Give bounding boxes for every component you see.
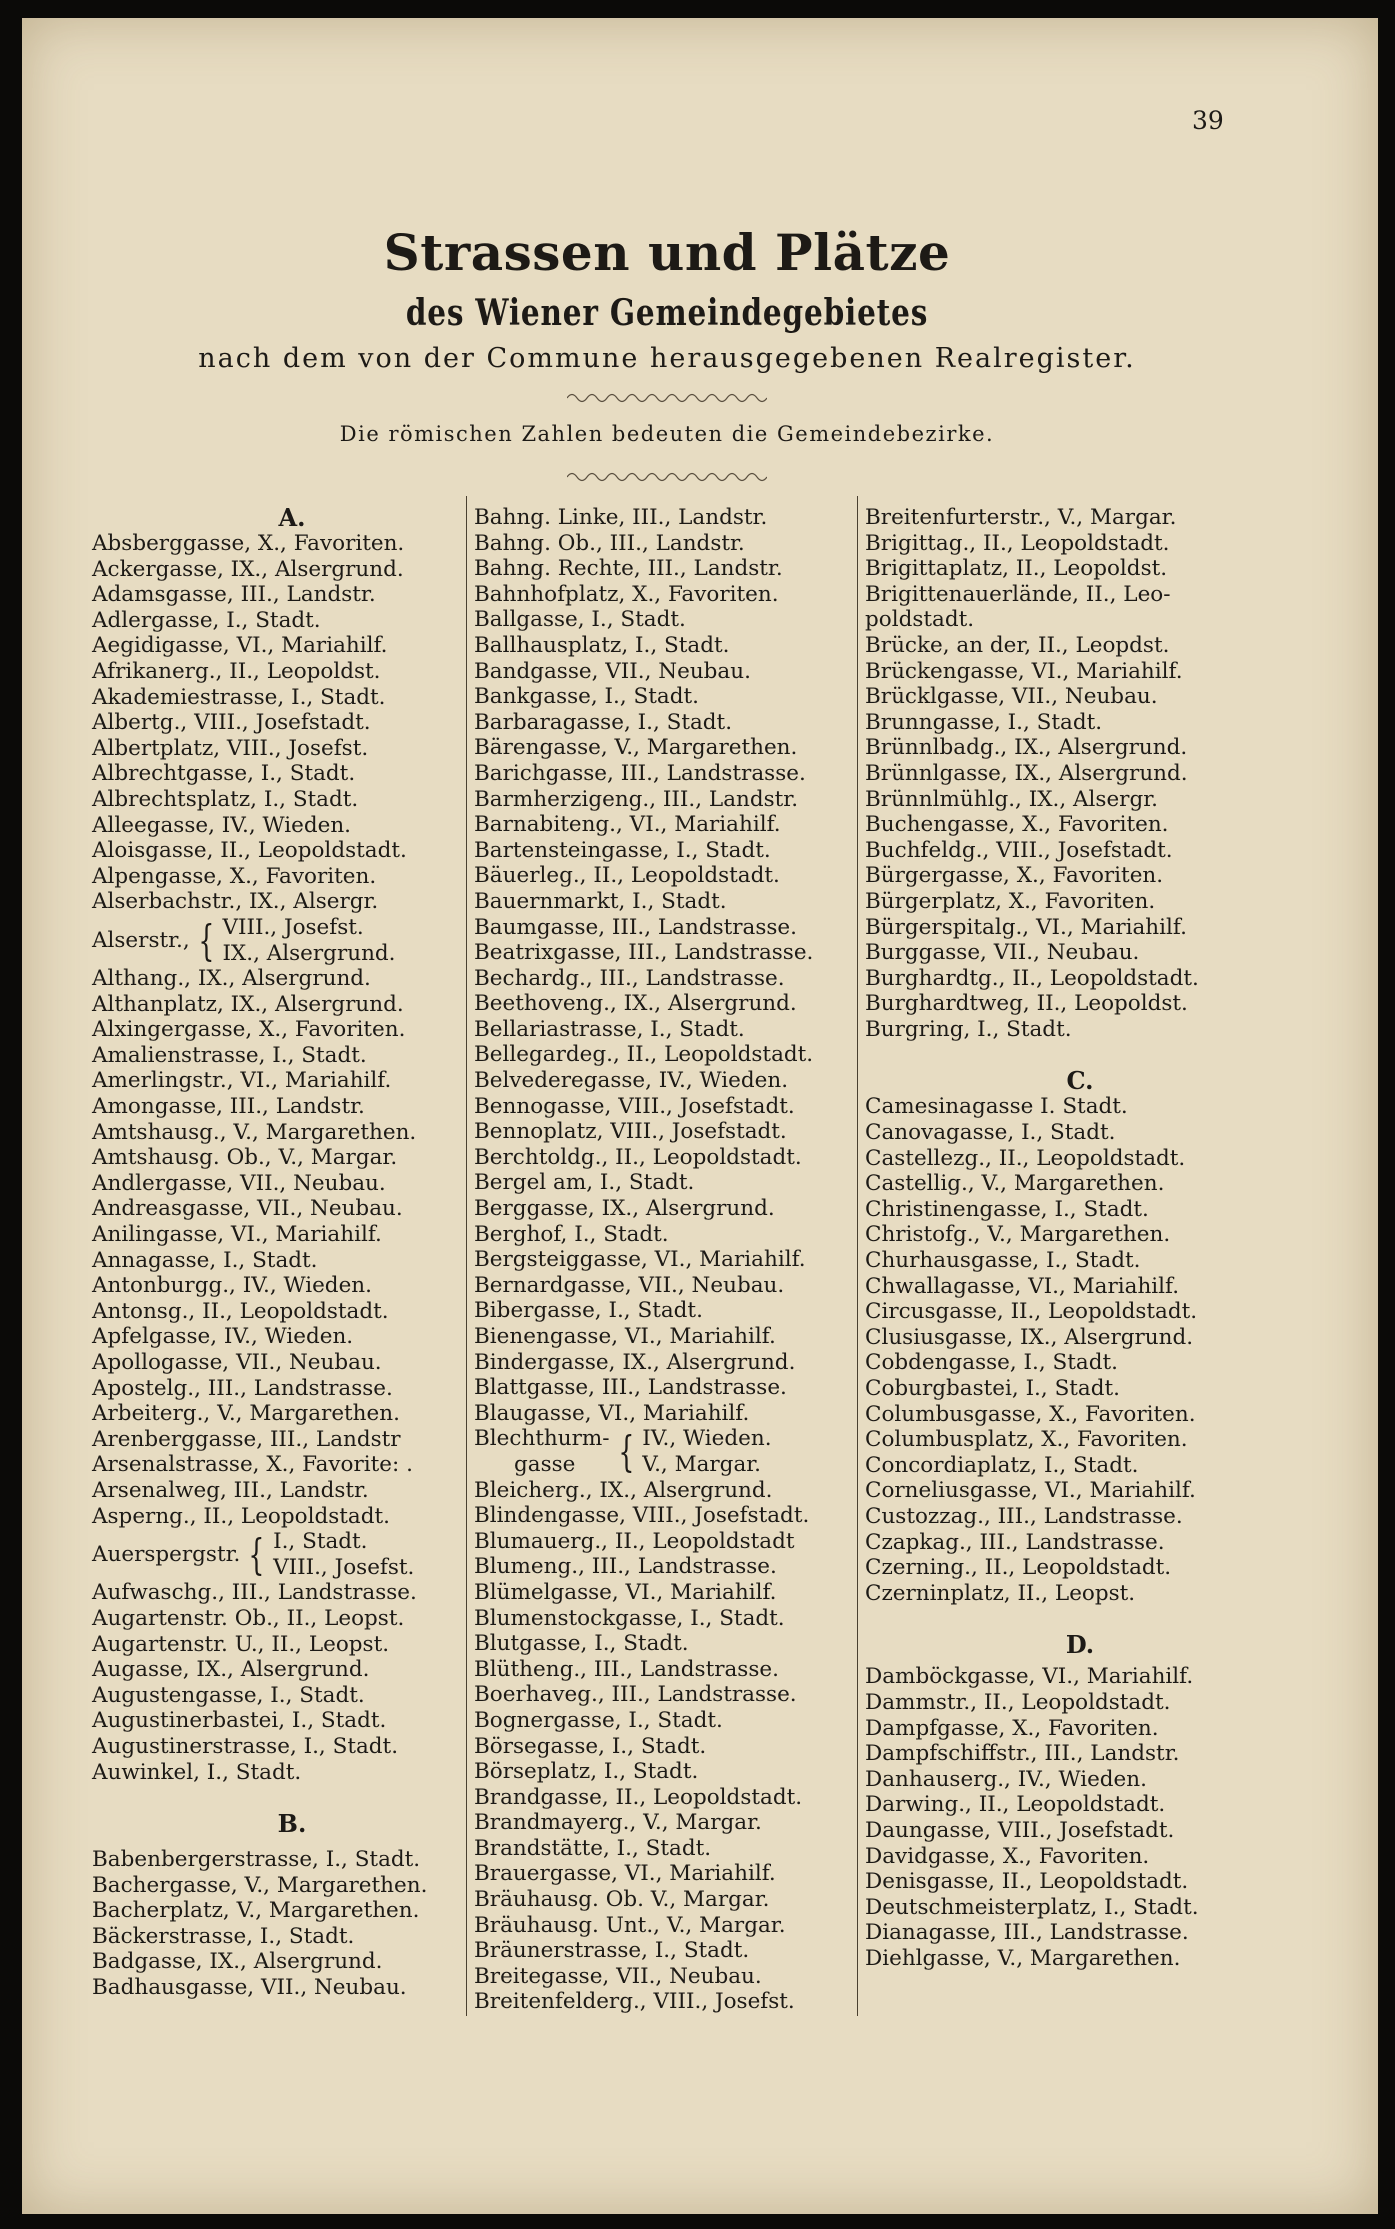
index-entry: Bäckerstrasse, I., Stadt. [92, 1923, 355, 1949]
index-entry: Augartenstr. Ob., II., Leopst. [92, 1605, 405, 1631]
column-2 [474, 505, 894, 2015]
entry-list-a-cont [92, 966, 492, 1529]
column-3 [865, 505, 1295, 1971]
entry-variant: VIII., Josefst. [273, 1554, 415, 1580]
index-entry: Apollogasse, VII., Neubau. [92, 1350, 382, 1375]
index-entry: Bauernmarkt, I., Stadt. [474, 888, 727, 914]
index-entry: Cobdengasse, I., Stadt. [865, 1350, 1118, 1376]
index-entry: Barichgasse, III., Landstrasse. [474, 760, 806, 786]
index-entry: Berchtoldg., II., Leopoldstadt. [474, 1144, 802, 1170]
page-title: Strassen und Plätze [383, 223, 951, 282]
index-entry: Aegidigasse, VI., Mariahilf. [92, 633, 388, 659]
index-entry: Brunngasse, I., Stadt. [865, 709, 1103, 735]
index-entry: Brücke, an der, II., Leopdst. [865, 632, 1170, 658]
index-entry: Concordiaplatz, I., Stadt. [865, 1452, 1139, 1478]
index-entry: Apfelgasse, IV., Wieden. [92, 1324, 354, 1350]
index-entry: Amalienstrasse, I., Stadt. [92, 1042, 367, 1068]
index-entry: Dammstr., II., Leopoldstadt. [865, 1689, 1171, 1715]
index-entry: Columbusplatz, X., Favoriten. [865, 1427, 1188, 1453]
index-entry: Bandgasse, VII., Neubau. [474, 658, 751, 684]
section-gap [865, 1606, 1295, 1632]
index-entry: Bellariastrasse, I., Stadt. [474, 1016, 745, 1042]
index-entry: Churhausgasse, I., Stadt. [865, 1248, 1141, 1274]
index-entry: Bürgerplatz, X., Favoriten. [865, 888, 1156, 914]
index-entry: Corneliusgasse, VI., Mariahilf. [865, 1478, 1196, 1504]
index-entry: Börsegasse, I., Stadt. [474, 1733, 707, 1759]
index-entry: Augustengasse, I., Stadt. [92, 1682, 365, 1708]
entry-blechthurmgasse [474, 1426, 894, 1477]
section-head-b: B. [277, 1809, 307, 1839]
index-entry: Czerning., II., Leopoldstadt. [865, 1555, 1172, 1581]
index-entry: Christofg., V., Margarethen. [865, 1222, 1171, 1248]
wavy-ornament-bottom [567, 470, 767, 484]
index-entry: Czapkag., III., Landstrasse. [865, 1529, 1165, 1555]
index-entry: Bibergasse, I., Stadt. [474, 1298, 703, 1324]
index-entry: Brigittag., II., Leopoldstadt. [865, 530, 1170, 556]
index-entry: Arenberggasse, III., Landstr [92, 1426, 401, 1452]
index-entry: Boerhaveg., III., Landstrasse. [474, 1682, 797, 1708]
index-entry: Brandmayerg., V., Margar. [474, 1810, 762, 1836]
index-entry: Amtshausg. Ob., V., Margar. [92, 1145, 398, 1171]
index-entry: Darwing., II., Leopoldstadt. [865, 1792, 1166, 1818]
index-entry: Arsenalweg, III., Landstr. [92, 1477, 369, 1503]
index-entry: Blümelgasse, VI., Mariahilf. [474, 1579, 777, 1605]
entry-list-b3 [865, 505, 1295, 1042]
index-entry: Adlergasse, I., Stadt. [92, 607, 321, 633]
index-entry: Davidgasse, X., Favoriten. [865, 1843, 1150, 1869]
index-entry: Baumgasse, III., Landstrasse. [474, 914, 797, 940]
index-entry: Augustinerbastei, I., Stadt. [92, 1708, 387, 1734]
page-subtitle: des Wiener Gemeindegebietes [405, 292, 929, 334]
index-entry: Augasse, IX., Alsergrund. [92, 1657, 370, 1683]
section-gap [865, 1042, 1295, 1068]
index-entry: Bahnhofplatz, X., Favoriten. [474, 581, 779, 607]
index-entry: Berghof, I., Stadt. [474, 1221, 669, 1247]
index-entry: Bennogasse, VIII., Josefstadt. [474, 1093, 795, 1119]
index-entry: Bienengasse, VI., Mariahilf. [474, 1324, 776, 1349]
index-entry: Ballgasse, I., Stadt. [474, 607, 686, 633]
index-entry: Andlergasse, VII., Neubau. [92, 1170, 386, 1196]
brace-symbol: { [617, 1426, 634, 1476]
entry-name: gasse [514, 1451, 576, 1477]
index-entry: Czerninplatz, II., Leopst. [865, 1580, 1136, 1606]
index-entry: Brauergasse, VI., Mariahilf. [474, 1861, 776, 1887]
index-entry: poldstadt. [865, 607, 975, 633]
entry-alserstr [92, 915, 492, 966]
entry-list-b2-cont [474, 1478, 894, 2015]
index-entry: Augartenstr. U., II., Leopst. [92, 1631, 390, 1657]
index-entry: Blindengasse, VIII., Josefstadt. [474, 1503, 810, 1529]
index-entry: Clusiusgasse, IX., Alsergrund. [865, 1324, 1194, 1350]
index-entry: Aufwaschg., III., Landstrasse. [92, 1580, 417, 1606]
entry-list-b [92, 1847, 492, 2001]
index-entry: Bleicherg., IX., Alsergrund. [474, 1477, 773, 1503]
entry-variant: VIII., Josefst. [222, 914, 364, 940]
index-entry: Bärengasse, V., Margarethen. [474, 735, 798, 761]
index-entry: Akademiestrasse, I., Stadt. [92, 684, 386, 710]
index-entry: Albertg., VIII., Josefstadt. [92, 710, 371, 736]
index-entry: Brünnlbadg., IX., Alsergrund. [865, 735, 1188, 761]
entry-variant: IX., Alsergrund. [222, 940, 396, 966]
index-entry: Barmherzigeng., III., Landstr. [474, 786, 799, 812]
index-entry: Alxingergasse, X., Favoriten. [92, 1017, 406, 1043]
entry-list-d [865, 1664, 1295, 1971]
index-entry: Bahng. Rechte, III., Landstr. [474, 556, 783, 582]
index-entry: Burgring, I., Stadt. [865, 1016, 1072, 1042]
index-entry: Bräuhausg. Ob. V., Margar. [474, 1887, 770, 1913]
section-gap [92, 1785, 492, 1811]
entry-list-b2 [474, 505, 894, 1426]
index-entry: Bäuerleg., II., Leopoldstadt. [474, 863, 780, 889]
index-entry: Brigittaplatz, II., Leopoldst. [865, 556, 1168, 582]
index-entry: Brandstätte, I., Stadt. [474, 1835, 712, 1861]
index-entry: Blattgasse, III., Landstrasse. [474, 1375, 787, 1401]
index-entry: Bognergasse, I., Stadt. [474, 1707, 723, 1733]
index-entry: Auwinkel, I., Stadt. [92, 1759, 302, 1785]
index-entry: Andreasgasse, VII., Neubau. [92, 1196, 403, 1222]
index-entry: Denisgasse, II., Leopoldstadt. [865, 1869, 1189, 1895]
entry-name-stack [474, 1426, 610, 1477]
index-entry: Diehlgasse, V., Margarethen. [865, 1945, 1181, 1971]
index-entry: Albertplatz, VIII., Josefst. [92, 735, 369, 761]
index-entry: Anilingasse, VI., Mariahilf. [92, 1222, 382, 1248]
entry-list-a [92, 531, 492, 915]
index-entry: Alleegasse, IV., Wieden. [92, 812, 352, 838]
entry-variant: I., Stadt. [273, 1529, 368, 1555]
entry-list-a-end [92, 1580, 492, 1785]
index-entry: Bernardgasse, VII., Neubau. [474, 1272, 785, 1298]
index-entry: Amtshausg., V., Margarethen. [92, 1119, 417, 1145]
index-entry: Ballhausplatz, I., Stadt. [474, 632, 730, 658]
index-entry: Chwallagasse, VI., Mariahilf. [865, 1273, 1180, 1299]
index-entry: Bennoplatz, VIII., Josefstadt. [474, 1119, 787, 1145]
index-entry: Breitenfurterstr., V., Margar. [865, 505, 1177, 530]
index-entry: Bacherplatz, V., Margarethen. [92, 1898, 420, 1924]
index-entry: Camesinagasse I. Stadt. [865, 1094, 1128, 1120]
page-number: 39 [1192, 106, 1224, 135]
index-entry: Brückengasse, VI., Mariahilf. [865, 658, 1183, 684]
index-entry: Bartensteingasse, I., Stadt. [474, 837, 771, 863]
index-entry: Antonburgg., IV., Wieden. [92, 1273, 372, 1299]
index-entry: Althang., IX., Alsergrund. [92, 966, 371, 992]
index-entry: Alserbachstr., IX., Alsergr. [92, 889, 379, 915]
index-entry: Augustinerstrasse, I., Stadt. [92, 1733, 399, 1759]
index-entry: Canovagasse, I., Stadt. [865, 1120, 1116, 1146]
index-entry: Brigittenauerlände, II., Leo- [865, 581, 1171, 607]
book-page [22, 18, 1378, 2214]
index-entry: Bergel am, I., Stadt. [474, 1170, 695, 1196]
index-entry: Börseplatz, I., Stadt. [474, 1759, 699, 1785]
index-entry: Arsenalstrasse, X., Favorite: . [92, 1452, 413, 1478]
entry-list-c [865, 1094, 1295, 1606]
index-entry: Adamsgasse, III., Landstr. [92, 582, 376, 608]
index-entry: Beatrixgasse, III., Landstrasse. [474, 940, 814, 966]
index-entry: Amerlingstr., VI., Mariahilf. [92, 1068, 392, 1094]
index-entry: Badhausgasse, VII., Neubau. [92, 1975, 407, 2001]
index-entry: Albrechtgasse, I., Stadt. [92, 761, 356, 787]
index-entry: Althanplatz, IX., Alsergrund. [92, 991, 404, 1017]
index-entry: Daungasse, VIII., Josefstadt. [865, 1817, 1175, 1843]
index-entry: Coburgbastei, I., Stadt. [865, 1376, 1120, 1401]
index-entry: Aloisgasse, II., Leopoldstadt. [92, 838, 407, 864]
wavy-ornament-top [567, 391, 767, 405]
section-head-a: A. [278, 503, 306, 532]
entry-variants [273, 1529, 414, 1580]
index-entry: Absberggasse, X., Favoriten. [92, 531, 405, 556]
index-entry: Berggasse, IX., Alsergrund. [474, 1196, 775, 1222]
index-entry: Alpengasse, X., Favoriten. [92, 863, 377, 889]
entry-variants [222, 915, 395, 966]
index-entry: Dampfschiffstr., III., Landstr. [865, 1741, 1180, 1767]
section-head-d: D. [1065, 1630, 1095, 1660]
index-entry: Breitegasse, VII., Neubau. [474, 1963, 762, 1989]
index-entry: Bellegardeg., II., Leopoldstadt. [474, 1042, 814, 1068]
index-entry: Afrikanerg., II., Leopoldst. [92, 658, 381, 684]
index-entry: Albrechtsplatz, I., Stadt. [92, 786, 359, 812]
index-entry: Arbeiterg., V., Margarethen. [92, 1401, 400, 1427]
index-entry: Antonsg., II., Leopoldstadt. [92, 1298, 389, 1324]
index-entry: Blumeng., III., Landstrasse. [474, 1554, 777, 1580]
index-entry: Brücklgasse, VII., Neubau. [865, 684, 1158, 710]
brace-symbol: { [198, 915, 215, 965]
index-entry: Brünnlmühlg., IX., Alsergr. [865, 786, 1158, 812]
section-gap [92, 1837, 492, 1847]
index-entry: Beethoveng., IX., Alsergrund. [474, 991, 797, 1017]
index-entry: Columbusgasse, X., Favoriten. [865, 1401, 1196, 1427]
index-entry: Belvederegasse, IV., Wieden. [474, 1068, 789, 1094]
index-entry: Dianagasse, III., Landstrasse. [865, 1920, 1189, 1946]
index-entry: Breitenfelderg., VIII., Josefst. [474, 1989, 795, 2015]
entry-variant: V., Margar. [642, 1451, 762, 1477]
index-entry: Blütheng., III., Landstrasse. [474, 1656, 779, 1682]
index-entry: Christinengasse, I., Stadt. [865, 1196, 1149, 1222]
index-entry: Barnabiteng., VI., Mariahilf. [474, 812, 781, 838]
index-entry: Bahng. Linke, III., Landstr. [474, 505, 768, 530]
index-entry: Bindergasse, IX., Alsergrund. [474, 1349, 796, 1375]
index-entry: Bräunerstrasse, I., Stadt. [474, 1938, 750, 1964]
index-entry: Castellezg., II., Leopoldstadt. [865, 1145, 1186, 1171]
index-entry: Deutschmeisterplatz, I., Stadt. [865, 1894, 1199, 1920]
brace-symbol: { [248, 1529, 265, 1579]
index-entry: Blumauerg., II., Leopoldstadt [474, 1528, 795, 1554]
entry-name: Blechthurm- [474, 1426, 610, 1452]
entry-auerspergstr [92, 1529, 492, 1580]
entry-name: Alserstr., [92, 927, 190, 953]
entry-variants [642, 1426, 771, 1477]
section-head-c: C. [1066, 1066, 1094, 1096]
entry-name: Auerspergstr. [92, 1541, 241, 1567]
index-entry: Circusgasse, II., Leopoldstadt. [865, 1299, 1198, 1325]
index-entry: Bräuhausg. Unt., V., Margar. [474, 1912, 786, 1938]
index-entry: Dampfgasse, X., Favoriten. [865, 1715, 1159, 1741]
index-entry: Asperng., II., Leopoldstadt. [92, 1503, 390, 1529]
index-entry: Damböckgasse, VI., Mariahilf. [865, 1664, 1194, 1690]
index-entry: Castellig., V., Margarethen. [865, 1171, 1165, 1197]
index-entry: Badgasse, IX., Alsergrund. [92, 1949, 383, 1975]
index-entry: Blutgasse, I., Stadt. [474, 1631, 689, 1657]
index-entry: Annagasse, I., Stadt. [92, 1247, 318, 1273]
index-entry: Bürgergasse, X., Favoriten. [865, 863, 1164, 889]
index-entry: Burghardtg., II., Leopoldstadt. [865, 965, 1199, 991]
index-entry: Amongasse, III., Landstr. [92, 1094, 365, 1120]
index-entry: Burggasse, VII., Neubau. [865, 940, 1140, 966]
index-entry: Ackergasse, IX., Alsergrund. [92, 556, 404, 582]
index-entry: Bahng. Ob., III., Landstr. [474, 530, 745, 556]
index-entry: Bachergasse, V., Margarethen. [92, 1872, 428, 1898]
entry-variant: IV., Wieden. [642, 1426, 772, 1452]
index-entry: Bechardg., III., Landstrasse. [474, 965, 785, 991]
index-entry: Apostelg., III., Landstrasse. [92, 1375, 393, 1401]
index-entry: Bürgerspitalg., VI., Mariahilf. [865, 914, 1187, 940]
legend-note: Die römischen Zahlen bedeuten die Gemeindebezirke. [339, 422, 995, 446]
index-entry: Danhauserg., IV., Wieden. [865, 1766, 1147, 1792]
column-1 [92, 505, 492, 2001]
index-entry: Barbaragasse, I., Stadt. [474, 709, 733, 735]
index-entry: Babenbergerstrasse, I., Stadt. [92, 1847, 421, 1873]
index-entry: Bergsteiggasse, VI., Mariahilf. [474, 1247, 806, 1273]
page-subtitle-source: nach dem von der Commune herausgegebenen Realregister. [198, 343, 1136, 374]
index-entry: Bankgasse, I., Stadt. [474, 684, 699, 710]
index-entry: Burghardtweg, II., Leopoldst. [865, 991, 1188, 1017]
index-entry: Blaugasse, VI., Mariahilf. [474, 1400, 750, 1426]
index-entry: Blumenstockgasse, I., Stadt. [474, 1605, 785, 1631]
index-entry: Brandgasse, II., Leopoldstadt. [474, 1784, 803, 1810]
index-entry: Buchfeldg., VIII., Josefstadt. [865, 837, 1173, 863]
index-entry: Buchengasse, X., Favoriten. [865, 812, 1169, 838]
index-entry: Custozzag., III., Landstrasse. [865, 1503, 1183, 1529]
index-entry: Brünnlgasse, IX., Alsergrund. [865, 760, 1188, 786]
